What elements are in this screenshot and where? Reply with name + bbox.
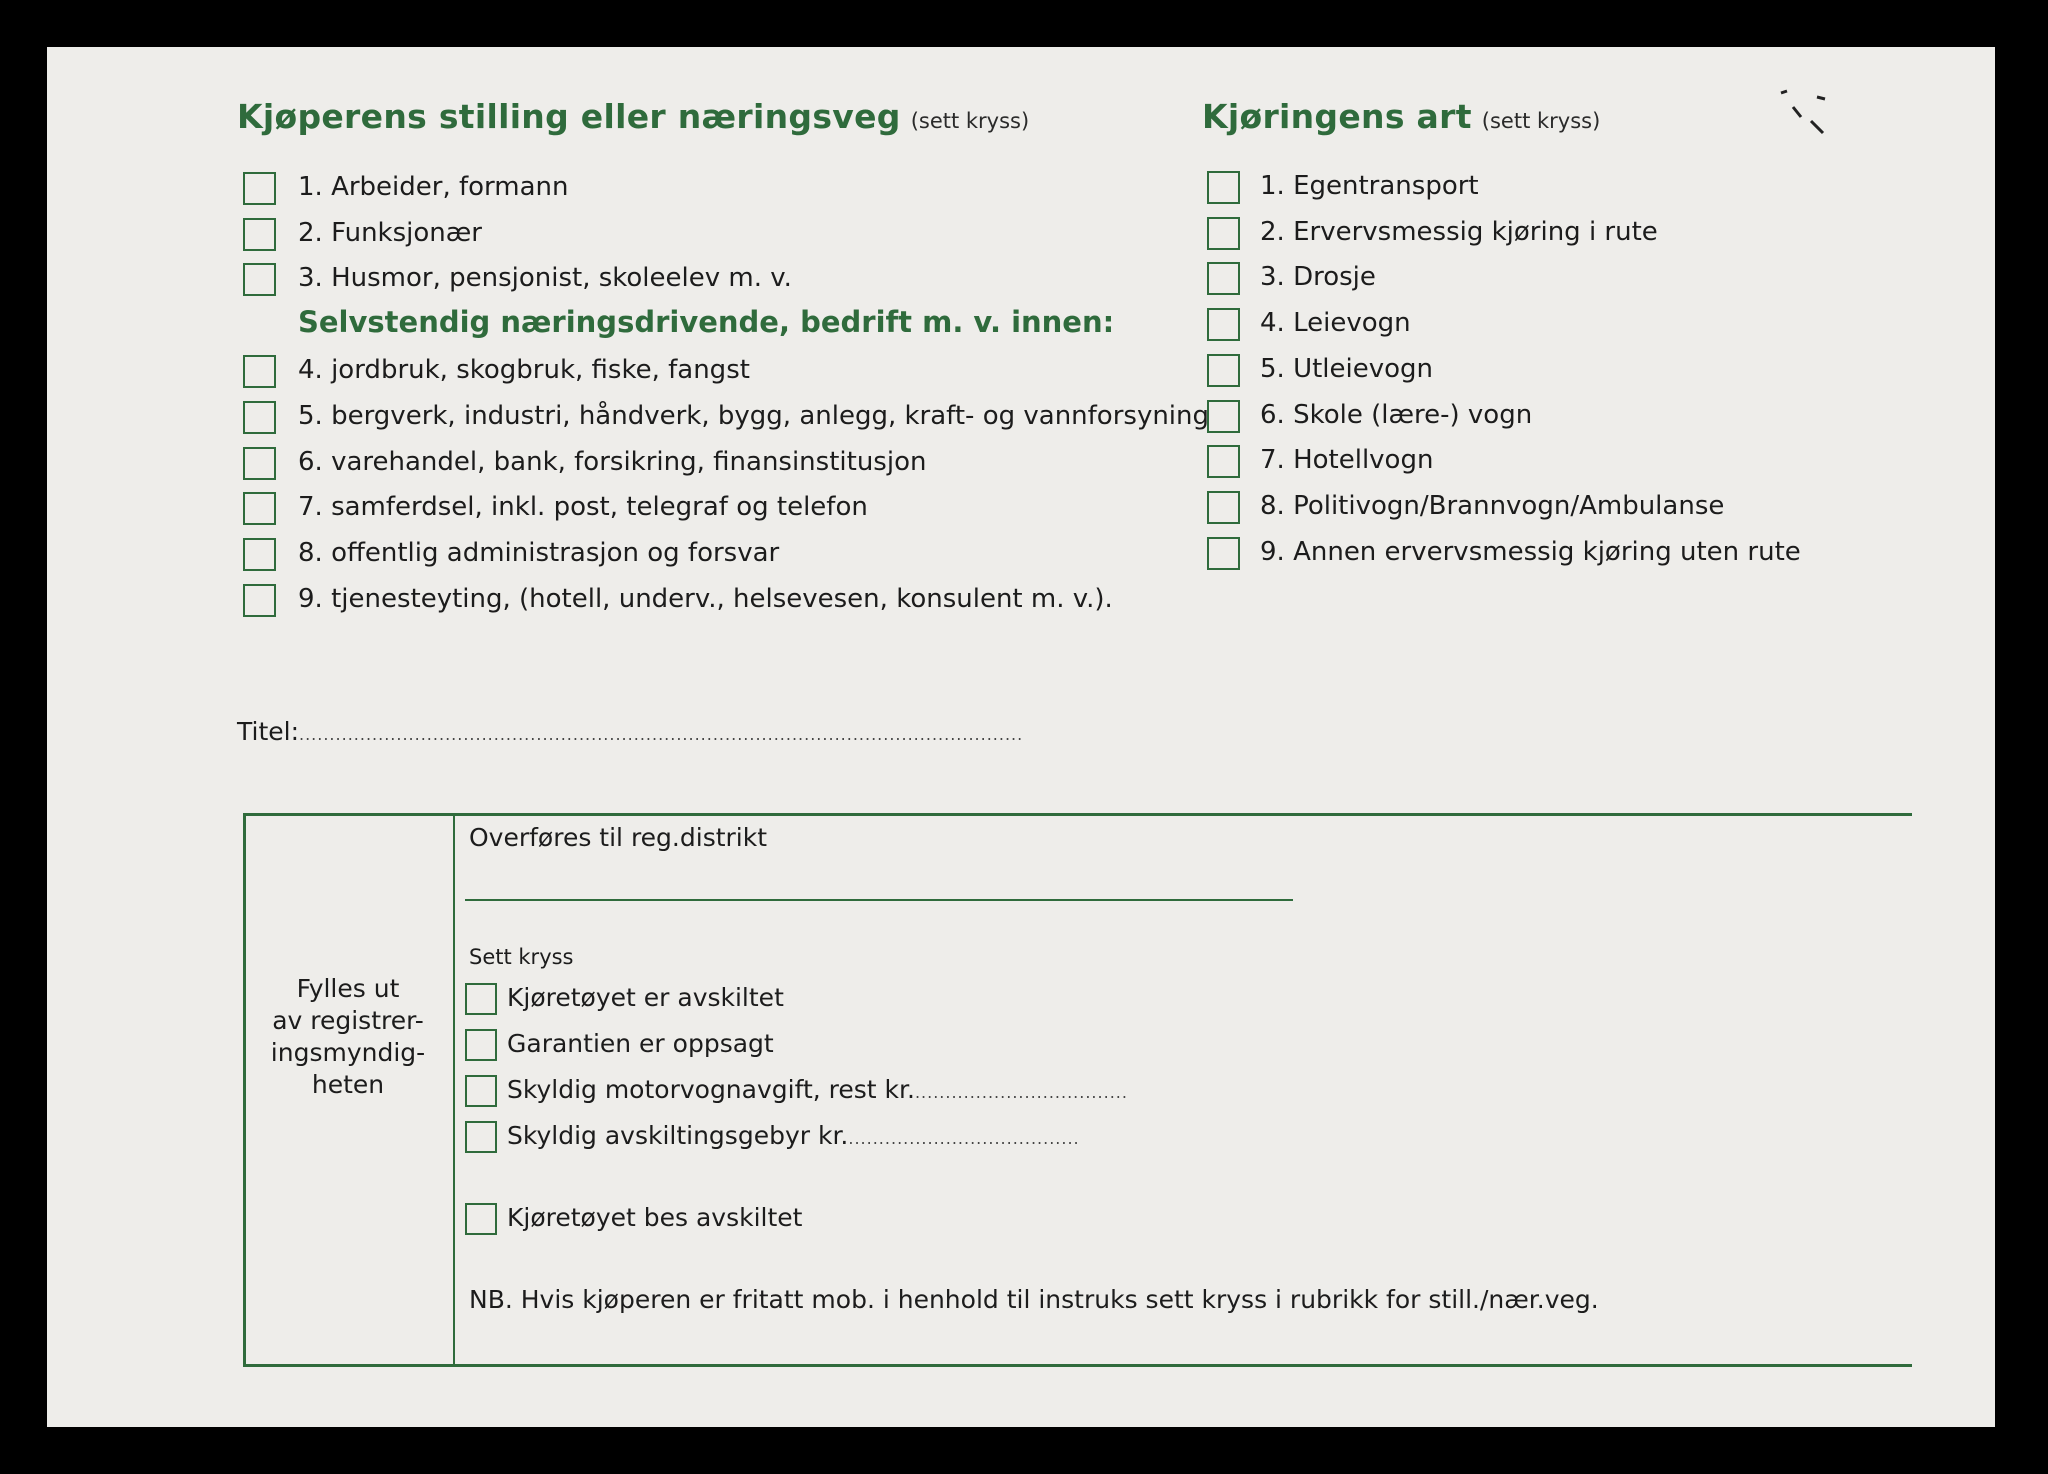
driving-type-note: (sett kryss) xyxy=(1481,109,1601,133)
driving-checkbox-5[interactable] xyxy=(1207,354,1240,387)
buyer-occupation-title: Kjøperens stilling eller næringsveg xyxy=(237,97,901,136)
occupation-checkbox-5[interactable] xyxy=(243,401,276,434)
transfer-district-label: Overføres til reg.distrikt xyxy=(469,823,768,852)
guarantee-cancelled-checkbox[interactable] xyxy=(465,1029,497,1061)
deregistered-checkbox[interactable] xyxy=(465,983,497,1015)
occupation-checkbox-4[interactable] xyxy=(243,355,276,388)
registry-divider xyxy=(453,813,455,1367)
driving-checkbox-8[interactable] xyxy=(1207,491,1240,524)
pen-marks-icon xyxy=(1777,87,1837,137)
deregistration-fee-amount-field[interactable]: ...................................... xyxy=(848,1129,1080,1148)
buyer-occupation-heading xyxy=(237,97,1029,136)
occupation-label-9: 9. tjenesteyting, (hotell, underv., helsevesen, konsulent m. v.). xyxy=(298,584,1113,614)
occupation-label-8: 8. offentlig administrasjon og forsvar xyxy=(298,538,780,568)
side-label-line-3: ingsmyndig- xyxy=(270,1038,426,1067)
request-deregistration-label: Kjøretøyet bes avskiltet xyxy=(507,1203,803,1232)
occupation-label-3: 3. Husmor, pensjonist, skoleelev m. v. xyxy=(298,263,792,293)
nb-instruction: NB. Hvis kjøperen er fritatt mob. i henhold til instruks sett kryss i rubrikk for still./nær.veg. xyxy=(469,1285,1599,1314)
occupation-label-2: 2. Funksjonær xyxy=(298,218,482,248)
driving-type-heading xyxy=(1202,97,1600,136)
vehicle-tax-checkbox[interactable] xyxy=(465,1075,497,1107)
occupation-checkbox-6[interactable] xyxy=(243,447,276,480)
driving-checkbox-6[interactable] xyxy=(1207,400,1240,433)
check-note: Sett kryss xyxy=(469,945,574,969)
buyer-occupation-note: (sett kryss) xyxy=(910,109,1030,133)
occupation-label-5: 5. bergverk, industri, håndverk, bygg, anlegg, kraft- og vannforsyning xyxy=(298,401,1210,431)
deregistration-fee-label: Skyldig avskiltingsgebyr kr....................................... xyxy=(507,1121,1080,1150)
driving-checkbox-4[interactable] xyxy=(1207,308,1240,341)
driving-checkbox-7[interactable] xyxy=(1207,445,1240,478)
registry-section xyxy=(243,813,1912,1367)
deregistration-fee-checkbox[interactable] xyxy=(465,1121,497,1153)
occupation-checkbox-3[interactable] xyxy=(243,263,276,296)
registry-side-label xyxy=(258,973,438,1101)
driving-type-title: Kjøringens art xyxy=(1202,97,1472,136)
driving-checkbox-1[interactable] xyxy=(1207,171,1240,204)
occupation-checkbox-7[interactable] xyxy=(243,492,276,525)
registry-top-border xyxy=(243,813,1912,816)
side-label-line-2: av registrer- xyxy=(272,1006,424,1035)
registry-left-border xyxy=(243,813,246,1367)
vehicle-tax-label: Skyldig motorvognavgift, rest kr.................................... xyxy=(507,1075,1128,1104)
driving-label-5: 5. Utleievogn xyxy=(1260,354,1434,384)
title-field[interactable] xyxy=(237,717,1023,746)
transfer-district-field[interactable] xyxy=(465,899,1293,901)
occupation-label-4: 4. jordbruk, skogbruk, fiske, fangst xyxy=(298,355,750,385)
side-label-line-4: heten xyxy=(311,1070,385,1099)
driving-label-6: 6. Skole (lære-) vogn xyxy=(1260,400,1533,430)
form-sheet xyxy=(47,47,1995,1427)
occupation-label-7: 7. samferdsel, inkl. post, telegraf og telefon xyxy=(298,492,868,522)
driving-label-1: 1. Egentransport xyxy=(1260,171,1479,201)
self-employed-subheading: Selvstendig næringsdrivende, bedrift m. v. innen: xyxy=(298,305,1115,339)
occupation-checkbox-9[interactable] xyxy=(243,584,276,617)
driving-label-9: 9. Annen ervervsmessig kjøring uten rute xyxy=(1260,537,1801,567)
occupation-checkbox-8[interactable] xyxy=(243,538,276,571)
title-dotted-line: ....................................................................................................................... xyxy=(299,725,1024,744)
side-label-line-1: Fylles ut xyxy=(296,974,400,1003)
occupation-label-6: 6. varehandel, bank, forsikring, finansinstitusjon xyxy=(298,447,927,477)
occupation-checkbox-2[interactable] xyxy=(243,218,276,251)
vehicle-tax-amount-field[interactable]: ................................... xyxy=(914,1083,1128,1102)
driving-checkbox-3[interactable] xyxy=(1207,262,1240,295)
driving-label-3: 3. Drosje xyxy=(1260,262,1376,292)
corner-marks xyxy=(1777,87,1837,137)
driving-checkbox-2[interactable] xyxy=(1207,217,1240,250)
occupation-checkbox-1[interactable] xyxy=(243,172,276,205)
title-label: Titel: xyxy=(237,717,299,746)
occupation-label-1: 1. Arbeider, formann xyxy=(298,172,569,202)
deregistered-label: Kjøretøyet er avskiltet xyxy=(507,983,784,1012)
driving-checkbox-9[interactable] xyxy=(1207,537,1240,570)
registry-bottom-border xyxy=(243,1364,1912,1367)
guarantee-cancelled-label: Garantien er oppsagt xyxy=(507,1029,774,1058)
driving-label-7: 7. Hotellvogn xyxy=(1260,445,1434,475)
driving-label-4: 4. Leievogn xyxy=(1260,308,1411,338)
driving-label-8: 8. Politivogn/Brannvogn/Ambulanse xyxy=(1260,491,1725,521)
driving-label-2: 2. Ervervsmessig kjøring i rute xyxy=(1260,217,1658,247)
request-deregistration-checkbox[interactable] xyxy=(465,1203,497,1235)
